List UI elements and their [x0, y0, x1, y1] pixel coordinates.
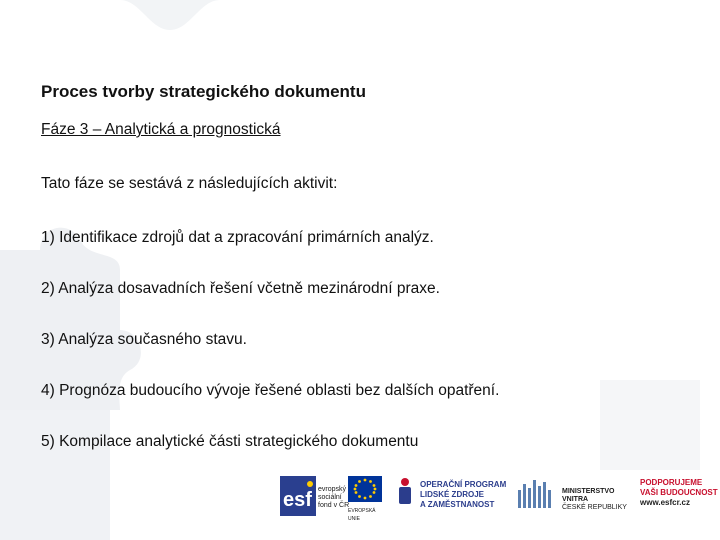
support-slogan: PODPORUJEME VAŠI BUDOUCNOST www.esfcr.cz [640, 478, 718, 507]
list-item: 4) Prognóza budoucího vývoje řešené oblasti bez dalších opatření. [41, 382, 500, 399]
ministry-text: MINISTERSTVO VNITRA ČESKÉ REPUBLIKY [562, 488, 627, 511]
list-item: 1) Identifikace zdrojů dat a zpracování primárních analýz. [41, 229, 434, 246]
footer-logos [280, 476, 720, 522]
intro-text: Tato fáze se sestává z následujících aktivit: [41, 175, 338, 192]
svg-text:esf: esf [283, 489, 312, 511]
list-item: 3) Analýza současného stavu. [41, 331, 247, 348]
list-item: 2) Analýza dosavadních řešení včetně mezinárodní praxe. [41, 280, 440, 297]
op-text: OPERAČNÍ PROGRAM LIDSKÉ ZDROJE A ZAMĚSTNANOST [420, 480, 507, 509]
eu-flag-logo: EVROPSKÁ UNIE [348, 476, 384, 522]
ministry-emblem [516, 476, 556, 522]
list-item: 5) Kompilace analytické části strategického dokumentu [41, 433, 419, 450]
page-title: Proces tvorby strategického dokumentu [41, 82, 366, 101]
op-icon [396, 476, 414, 522]
phase-heading: Fáze 3 – Analytická a prognostická [41, 121, 281, 138]
esf-text: evropský sociální fond v ČR [318, 486, 350, 509]
esf-logo [280, 476, 316, 522]
